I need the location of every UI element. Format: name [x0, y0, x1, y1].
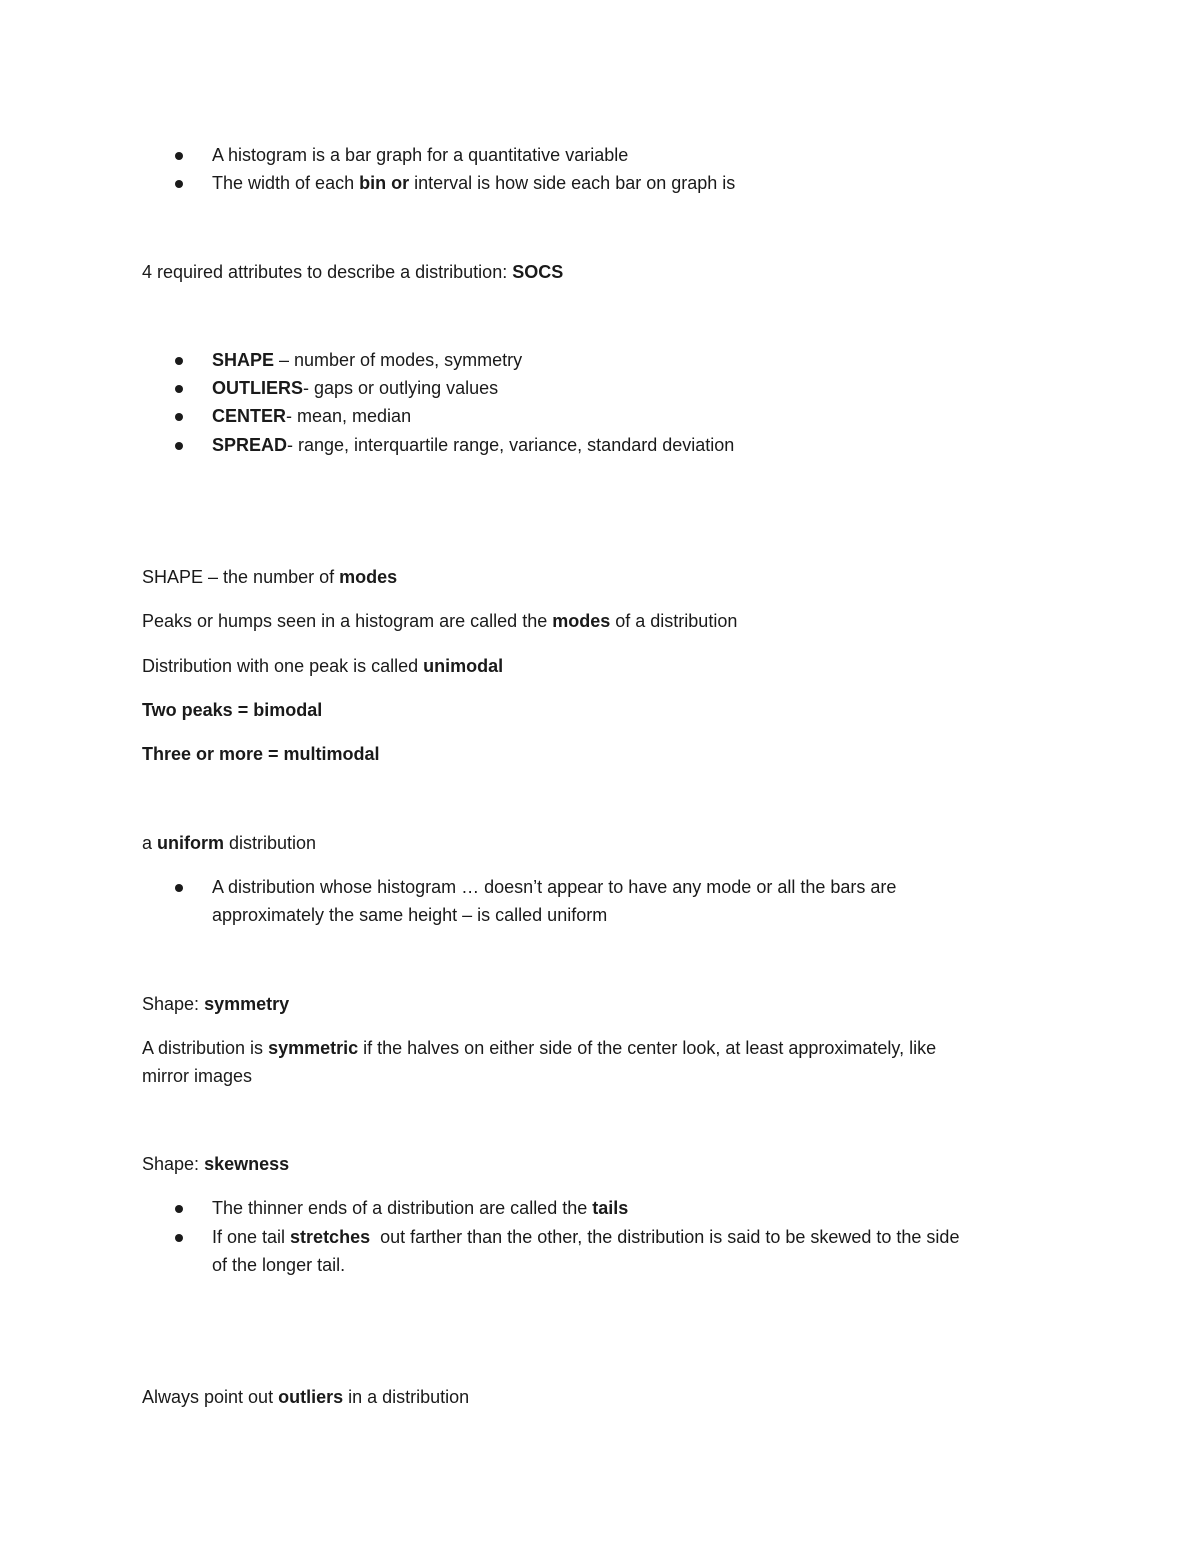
paragraph: Three or more = multimodal	[142, 744, 380, 764]
bullet-icon	[175, 385, 183, 393]
list-item-continuation	[142, 1251, 1062, 1279]
list-item	[142, 1194, 1062, 1222]
bullet-text: The width of each bin or interval is how side each bar on graph is	[212, 173, 736, 193]
paragraph: Distribution with one peak is called unimodal	[142, 656, 504, 676]
bullet-icon	[175, 1234, 183, 1242]
list-item	[142, 431, 1062, 459]
bullet-icon	[175, 884, 183, 892]
list-item	[142, 346, 1062, 374]
bullet-text: SHAPE – number of modes, symmetry	[212, 350, 523, 370]
bullet-icon	[175, 442, 183, 450]
paragraph: A distribution is symmetric if the halves on either side of the center look, at least approximately, like	[142, 1038, 937, 1058]
paragraph: Two peaks = bimodal	[142, 700, 323, 720]
bullet-text: A histogram is a bar graph for a quantitative variable	[212, 145, 629, 165]
list-item	[142, 1223, 1062, 1251]
skewness-heading: Shape: skewness	[142, 1154, 290, 1174]
bullet-text: approximately the same height – is called uniform	[212, 905, 608, 925]
bullet-text: CENTER- mean, median	[212, 406, 412, 426]
list-item	[142, 169, 1062, 197]
bullet-icon	[175, 413, 183, 421]
list-item	[142, 402, 1062, 430]
paragraph: Peaks or humps seen in a histogram are called the modes of a distribution	[142, 611, 738, 631]
bullet-text: of the longer tail.	[212, 1255, 346, 1275]
list-item	[142, 141, 1062, 169]
bullet-icon	[175, 180, 183, 188]
list-item-continuation	[142, 901, 1062, 929]
bullet-icon	[175, 1205, 183, 1213]
uniform-heading: a uniform distribution	[142, 833, 317, 853]
paragraph: mirror images	[142, 1066, 253, 1086]
shape-modes-heading: SHAPE – the number of modes	[142, 567, 398, 587]
bullet-text: The thinner ends of a distribution are called the tails	[212, 1198, 629, 1218]
bullet-text: OUTLIERS- gaps or outlying values	[212, 378, 499, 398]
list-item	[142, 374, 1062, 402]
symmetry-heading: Shape: symmetry	[142, 994, 290, 1014]
bullet-text: If one tail stretches out farther than the other, the distribution is said to be skewed to the side	[212, 1227, 960, 1247]
bullet-icon	[175, 152, 183, 160]
bullet-text: A distribution whose histogram … doesn’t appear to have any mode or all the bars are	[212, 877, 897, 897]
bullet-icon	[175, 357, 183, 365]
list-item	[142, 873, 1062, 901]
bullet-text: SPREAD- range, interquartile range, variance, standard deviation	[212, 435, 735, 455]
outliers-note: Always point out outliers in a distribution	[142, 1387, 470, 1407]
socs-heading: 4 required attributes to describe a distribution: SOCS	[142, 262, 564, 282]
